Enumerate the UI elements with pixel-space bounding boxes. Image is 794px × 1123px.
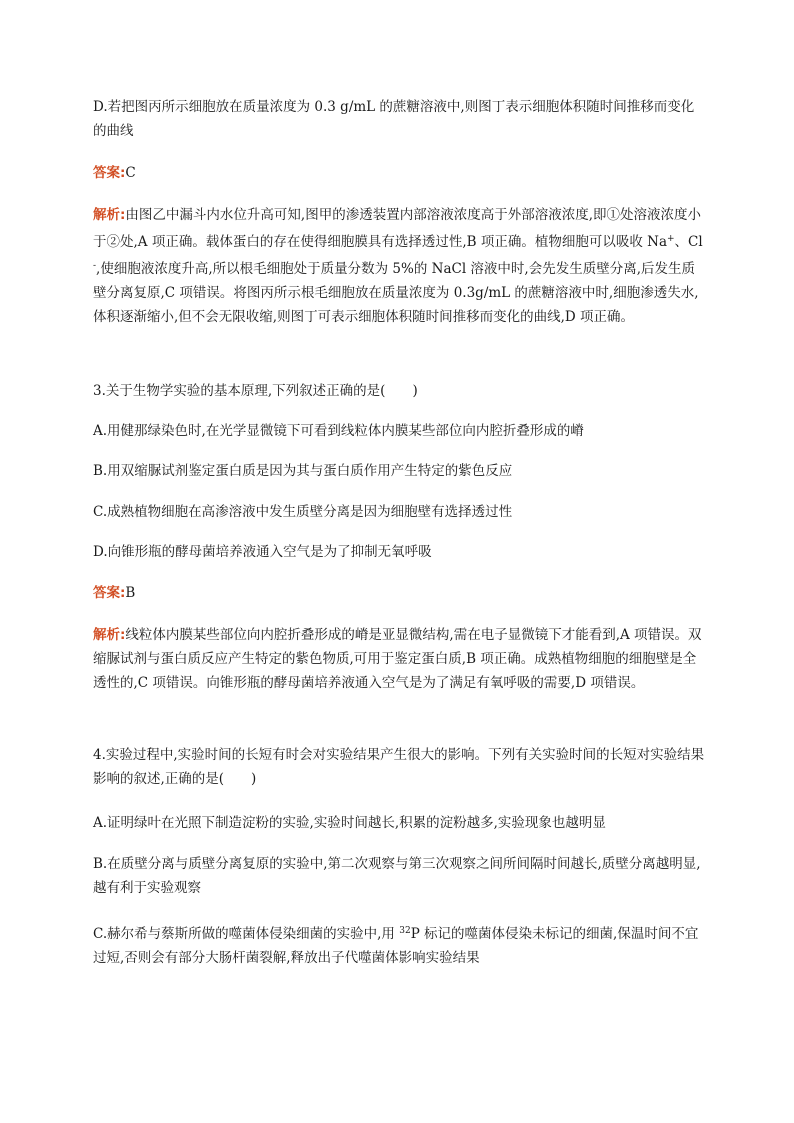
q3-option-c: C.成熟植物细胞在高渗溶液中发生质壁分离是因为细胞壁有选择透过性 xyxy=(93,504,513,520)
q4-option-c: C.赫尔希与蔡斯所做的噬菌体侵染细菌的实验中,用 $^{32}$P 标记的噬菌体侵染未标记的细菌,保温时间不宜过短,否则会有部分大肠杆菌裂解,释放出子代噬菌体影响实验结果 xyxy=(93,926,699,966)
q3-answer xyxy=(93,581,705,605)
q4-option-a: A.证明绿叶在光照下制造淀粉的实验,实验时间越长,积累的淀粉越多,实验现象也越明显 xyxy=(93,815,606,831)
q3-option-b: B.用双缩脲试剂鉴定蛋白质是因为其与蛋白质作用产生特定的紫色反应 xyxy=(93,463,513,479)
q3-option-d: D.向锥形瓶的酵母菌培养液通入空气是为了抑制无氧呼吸 xyxy=(93,544,432,560)
q3-analysis: 解析:线粒体内膜某些部位向内腔折叠形成的嵴是亚显微结构,需在电子显微镜下才能看到,A 项错误。双缩脲试剂与蛋白质反应产生特定的紫色物质,可用于鉴定蛋白质,B 项正确。成熟植物细胞的细胞壁是全透性的,C 项错误。向锥形瓶的酵母菌培养液通入空气是为了满足有氧呼吸的需要,D 项错误。 xyxy=(93,627,702,691)
answer-label: 答案: xyxy=(93,165,126,181)
q2-analysis: 解析:由图乙中漏斗内水位升高可知,图甲的渗透装置内部溶液浓度高于外部溶液浓度,即①处溶液浓度小于②处,A 项正确。载体蛋白的存在使得细胞膜具有选择透过性,B 项正确。植物细胞可以吸收 Na+、Cl-,使细胞液浓度升高,所以根毛细胞处于质量分数为 5%的 NaCl 溶液中时,会先发生质壁分离,后发生质壁分离复原,C 项错误。将图丙所示根毛细胞放在质量浓度为 0.3g/mL 的蔗糖溶液中时,细胞渗透失水,体积逐渐缩小,但不会无限收缩,则图丁可表示细胞体积随时间推移而变化的曲线,D 项正确。 xyxy=(93,207,703,325)
analysis-label: 解析: xyxy=(93,627,126,643)
q2-option-d: D.若把图丙所示细胞放在质量浓度为 0.3 g/mL 的蔗糖溶液中,则图丁表示细胞体积随时间推移而变化的曲线 xyxy=(93,99,695,139)
q3-option-a: A.用健那绿染色时,在光学显微镜下可看到线粒体内膜某些部位向内腔折叠形成的嵴 xyxy=(93,423,584,439)
q4-stem: 4.实验过程中,实验时间的长短有时会对实验结果产生很大的影响。下列有关实验时间的长短对实验结果影响的叙述,正确的是( ) xyxy=(93,747,705,787)
answer-value: C xyxy=(125,165,136,181)
q4-option-b: B.在质壁分离与质壁分离复原的实验中,第二次观察与第三次观察之间所间隔时间越长,质壁分离越明显,越有利于实验观察 xyxy=(93,856,701,896)
q3-stem: 3.关于生物学实验的基本原理,下列叙述正确的是( ) xyxy=(93,383,418,399)
analysis-label: 解析: xyxy=(93,207,126,223)
q2-answer xyxy=(93,161,705,185)
answer-label: 答案: xyxy=(93,585,126,601)
answer-value: B xyxy=(125,585,136,601)
